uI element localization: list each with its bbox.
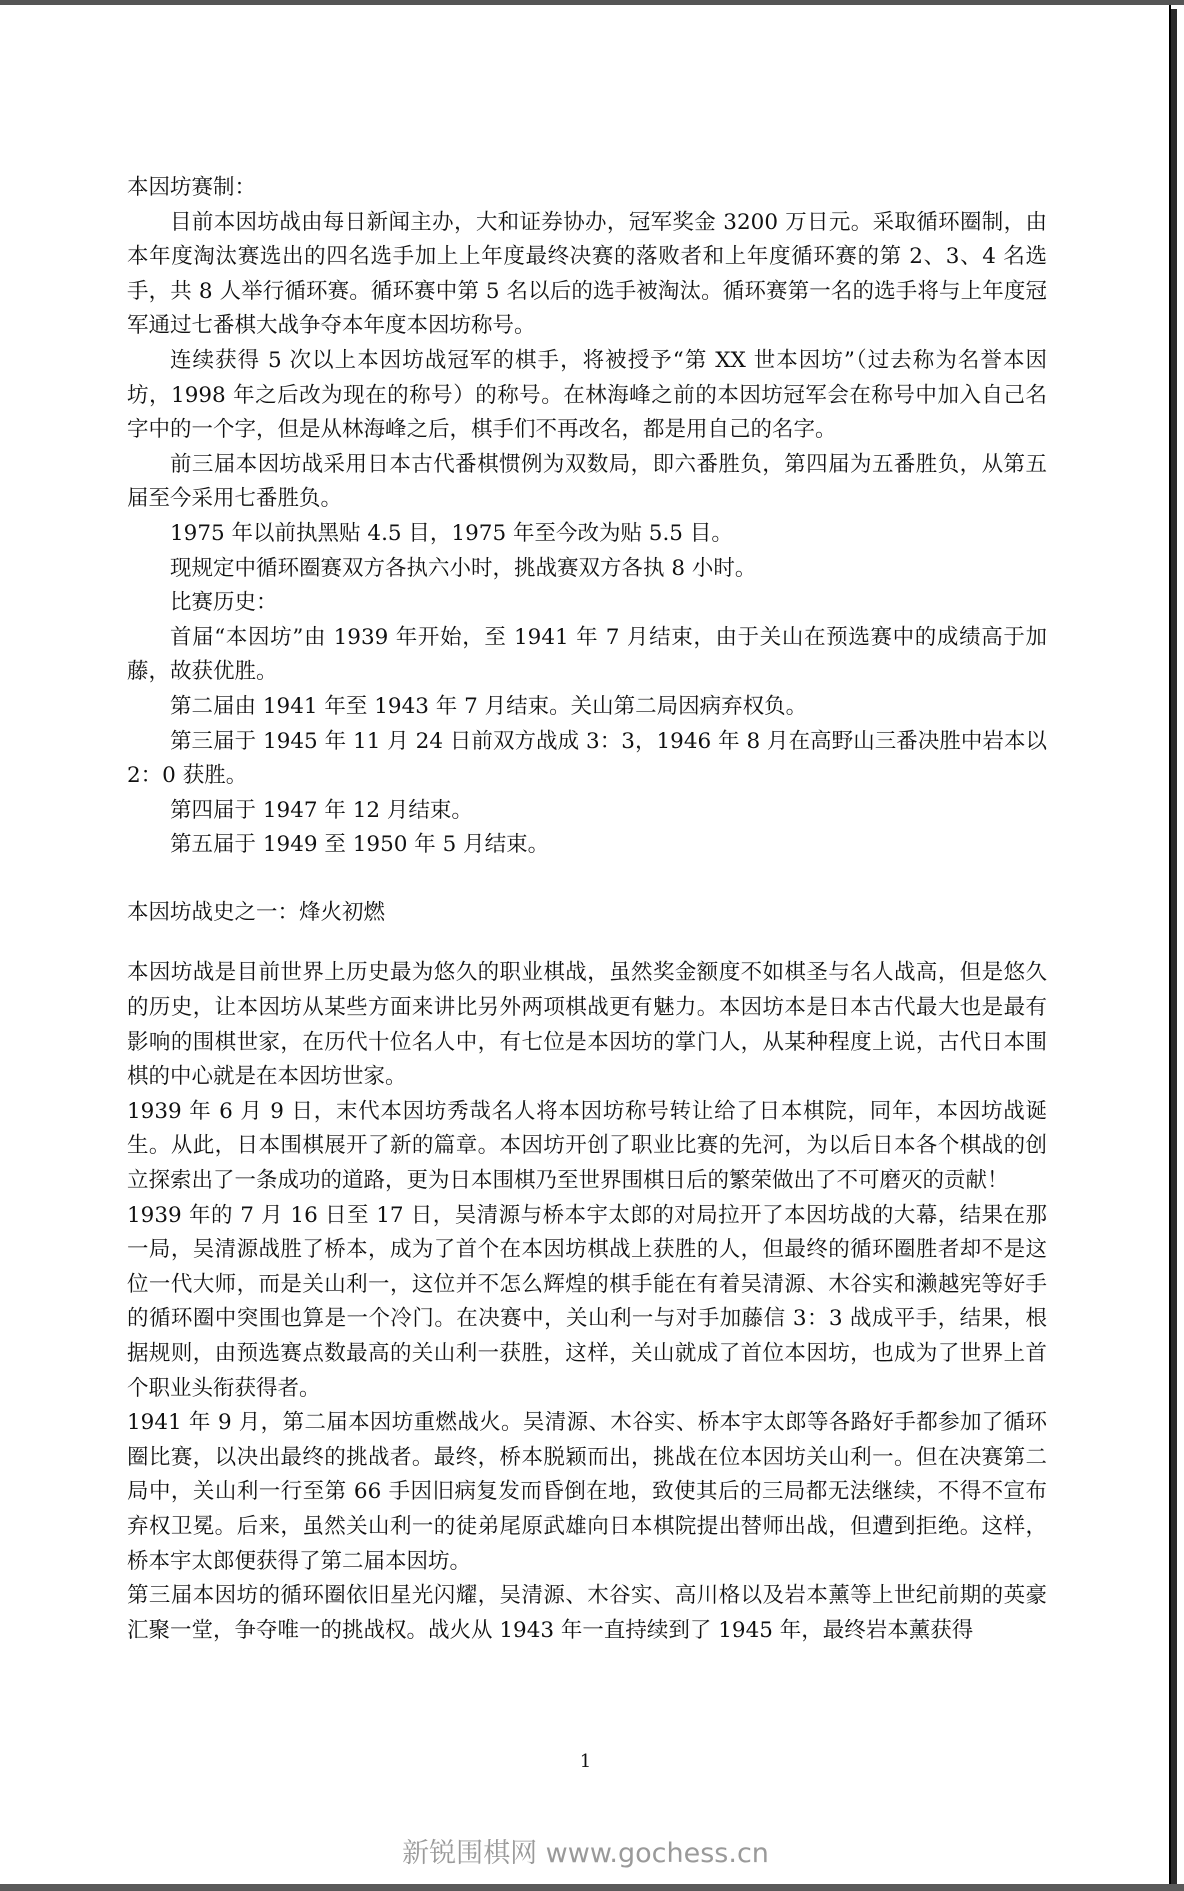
- history-heading: 比赛历史：: [170, 590, 278, 616]
- history-paragraph-5: 第五届于 1949 至 1950 年 5 月结束。: [170, 832, 550, 858]
- history-paragraph-1: 首届“本因坊”由 1939 年开始，至 1941 年 7 月结束，由于关山在预选赛中的成绩高于加藤，故获优胜。: [127, 624, 1047, 685]
- site-watermark: 新锐围棋网 www.gochess.cn: [402, 1838, 769, 1869]
- spacer: [127, 930, 1047, 956]
- history-paragraph-4: 第四届于 1947 年 12 月结束。: [170, 797, 473, 823]
- history-paragraph-2: 第二届由 1941 年至 1943 年 7 月结束。关山第二局因病弃权负。: [170, 693, 808, 719]
- rules-paragraph-5: 现规定中循环圈赛双方各执六小时，挑战赛双方各执 8 小时。: [170, 555, 757, 581]
- story-paragraph-2: 1939 年 6 月 9 日，末代本因坊秀哉名人将本因坊称号转让给了日本棋院，同年，本因坊战诞生。从此，日本围棋展开了新的篇章。本因坊开创了职业比赛的先河，为以后日本各个棋战的创立探索出了一条成功的道路，更为日本围棋乃至世界围棋日后的繁荣做出了不可磨灭的贡献！: [127, 1098, 1047, 1194]
- rules-paragraph-3: 前三届本因坊战采用日本古代番棋惯例为双数局，即六番胜负，第四届为五番胜负，从第五届至今采用七番胜负。: [127, 451, 1047, 512]
- section-title-rules: 本因坊赛制：: [127, 175, 257, 200]
- document-body: [127, 171, 1047, 1648]
- history-paragraph-3: 第三届于 1945 年 11 月 24 日前双方战成 3：3，1946 年 8 月在高野山三番决胜中岩本以 2：0 获胜。: [127, 728, 1047, 789]
- story-paragraph-3: 1939 年的 7 月 16 日至 17 日，吴清源与桥本宇太郎的对局拉开了本因坊战的大幕，结果在那一局，吴清源战胜了桥本，成为了首个在本因坊棋战上获胜的人，但最终的循环圈胜者却不是这位一代大师，而是关山利一，这位并不怎么辉煌的棋手能在有着吴清源、木谷实和濑越宪等好手的循环圈中突围也算是一个冷门。在决赛中，关山利一与对手加藤信 3：3 战成平手，结果，根据规则，由预选赛点数最高的关山利一获胜，这样，关山就成了首位本因坊，也成为了世界上首个职业头衔获得者。: [127, 1202, 1047, 1401]
- story-paragraph-1: 本因坊战是目前世界上历史最为悠久的职业棋战，虽然奖金额度不如棋圣与名人战高，但是悠久的历史，让本因坊从某些方面来讲比另外两项棋战更有魅力。本因坊本是日本古代最大也是最有影响的围棋世家，在历代十位名人中，有七位是本因坊的掌门人，从某种程度上说，古代日本围棋的中心就是在本因坊世家。: [127, 960, 1047, 1090]
- viewer-bottom-edge: [0, 1884, 1184, 1891]
- rules-paragraph-2: 连续获得 5 次以上本因坊战冠军的棋手，将被授予“第 XX 世本因坊”（过去称为名誉本因坊，1998 年之后改为现在的称号）的称号。在林海峰之前的本因坊冠军会在称号中加入自己名字中的一个字，但是从林海峰之后，棋手们不再改名，都是用自己的名字。: [127, 347, 1047, 443]
- story-paragraph-4: 1941 年 9 月，第二届本因坊重燃战火。吴清源、木谷实、桥本宇太郎等各路好手都参加了循环圈比赛，以决出最终的挑战者。最终，桥本脱颖而出，挑战在位本因坊关山利一。但在决赛第二局中，关山利一行至第 66 手因旧病复发而昏倒在地，致使其后的三局都无法继续，不得不宣布弃权卫冕。后来，虽然关山利一的徒弟尾原武雄向日本棋院提出替师出战，但遭到拒绝。这样，桥本宇太郎便获得了第二届本因坊。: [127, 1410, 1047, 1574]
- rules-paragraph-4: 1975 年以前执黑贴 4.5 目，1975 年至今改为贴 5.5 目。: [170, 520, 733, 546]
- document-page: [0, 5, 1171, 1884]
- page-number: 1: [579, 1751, 592, 1772]
- section-title-history-story: 本因坊战史之一：烽火初燃: [127, 899, 386, 925]
- rules-paragraph-1: 目前本因坊战由每日新闻主办，大和证券协办，冠军奖金 3200 万日元。采取循环圈制，由本年度淘汰赛选出的四名选手加上上年度最终决赛的落败者和上年度循环赛的第 2、3、4 名选手，共 8 人举行循环赛。循环赛中第 5 名以后的选手被淘汰。循环赛第一名的选手将与上年度冠军通过七番棋大战争夺本年度本因坊称号。: [127, 209, 1047, 339]
- spacer: [127, 863, 1047, 896]
- story-paragraph-5: 第三届本因坊的循环圈依旧星光闪耀，吴清源、木谷实、高川格以及岩本薰等上世纪前期的英豪汇聚一堂，争夺唯一的挑战权。战火从 1943 年一直持续到了 1945 年，最终岩本薰获得: [127, 1583, 1047, 1643]
